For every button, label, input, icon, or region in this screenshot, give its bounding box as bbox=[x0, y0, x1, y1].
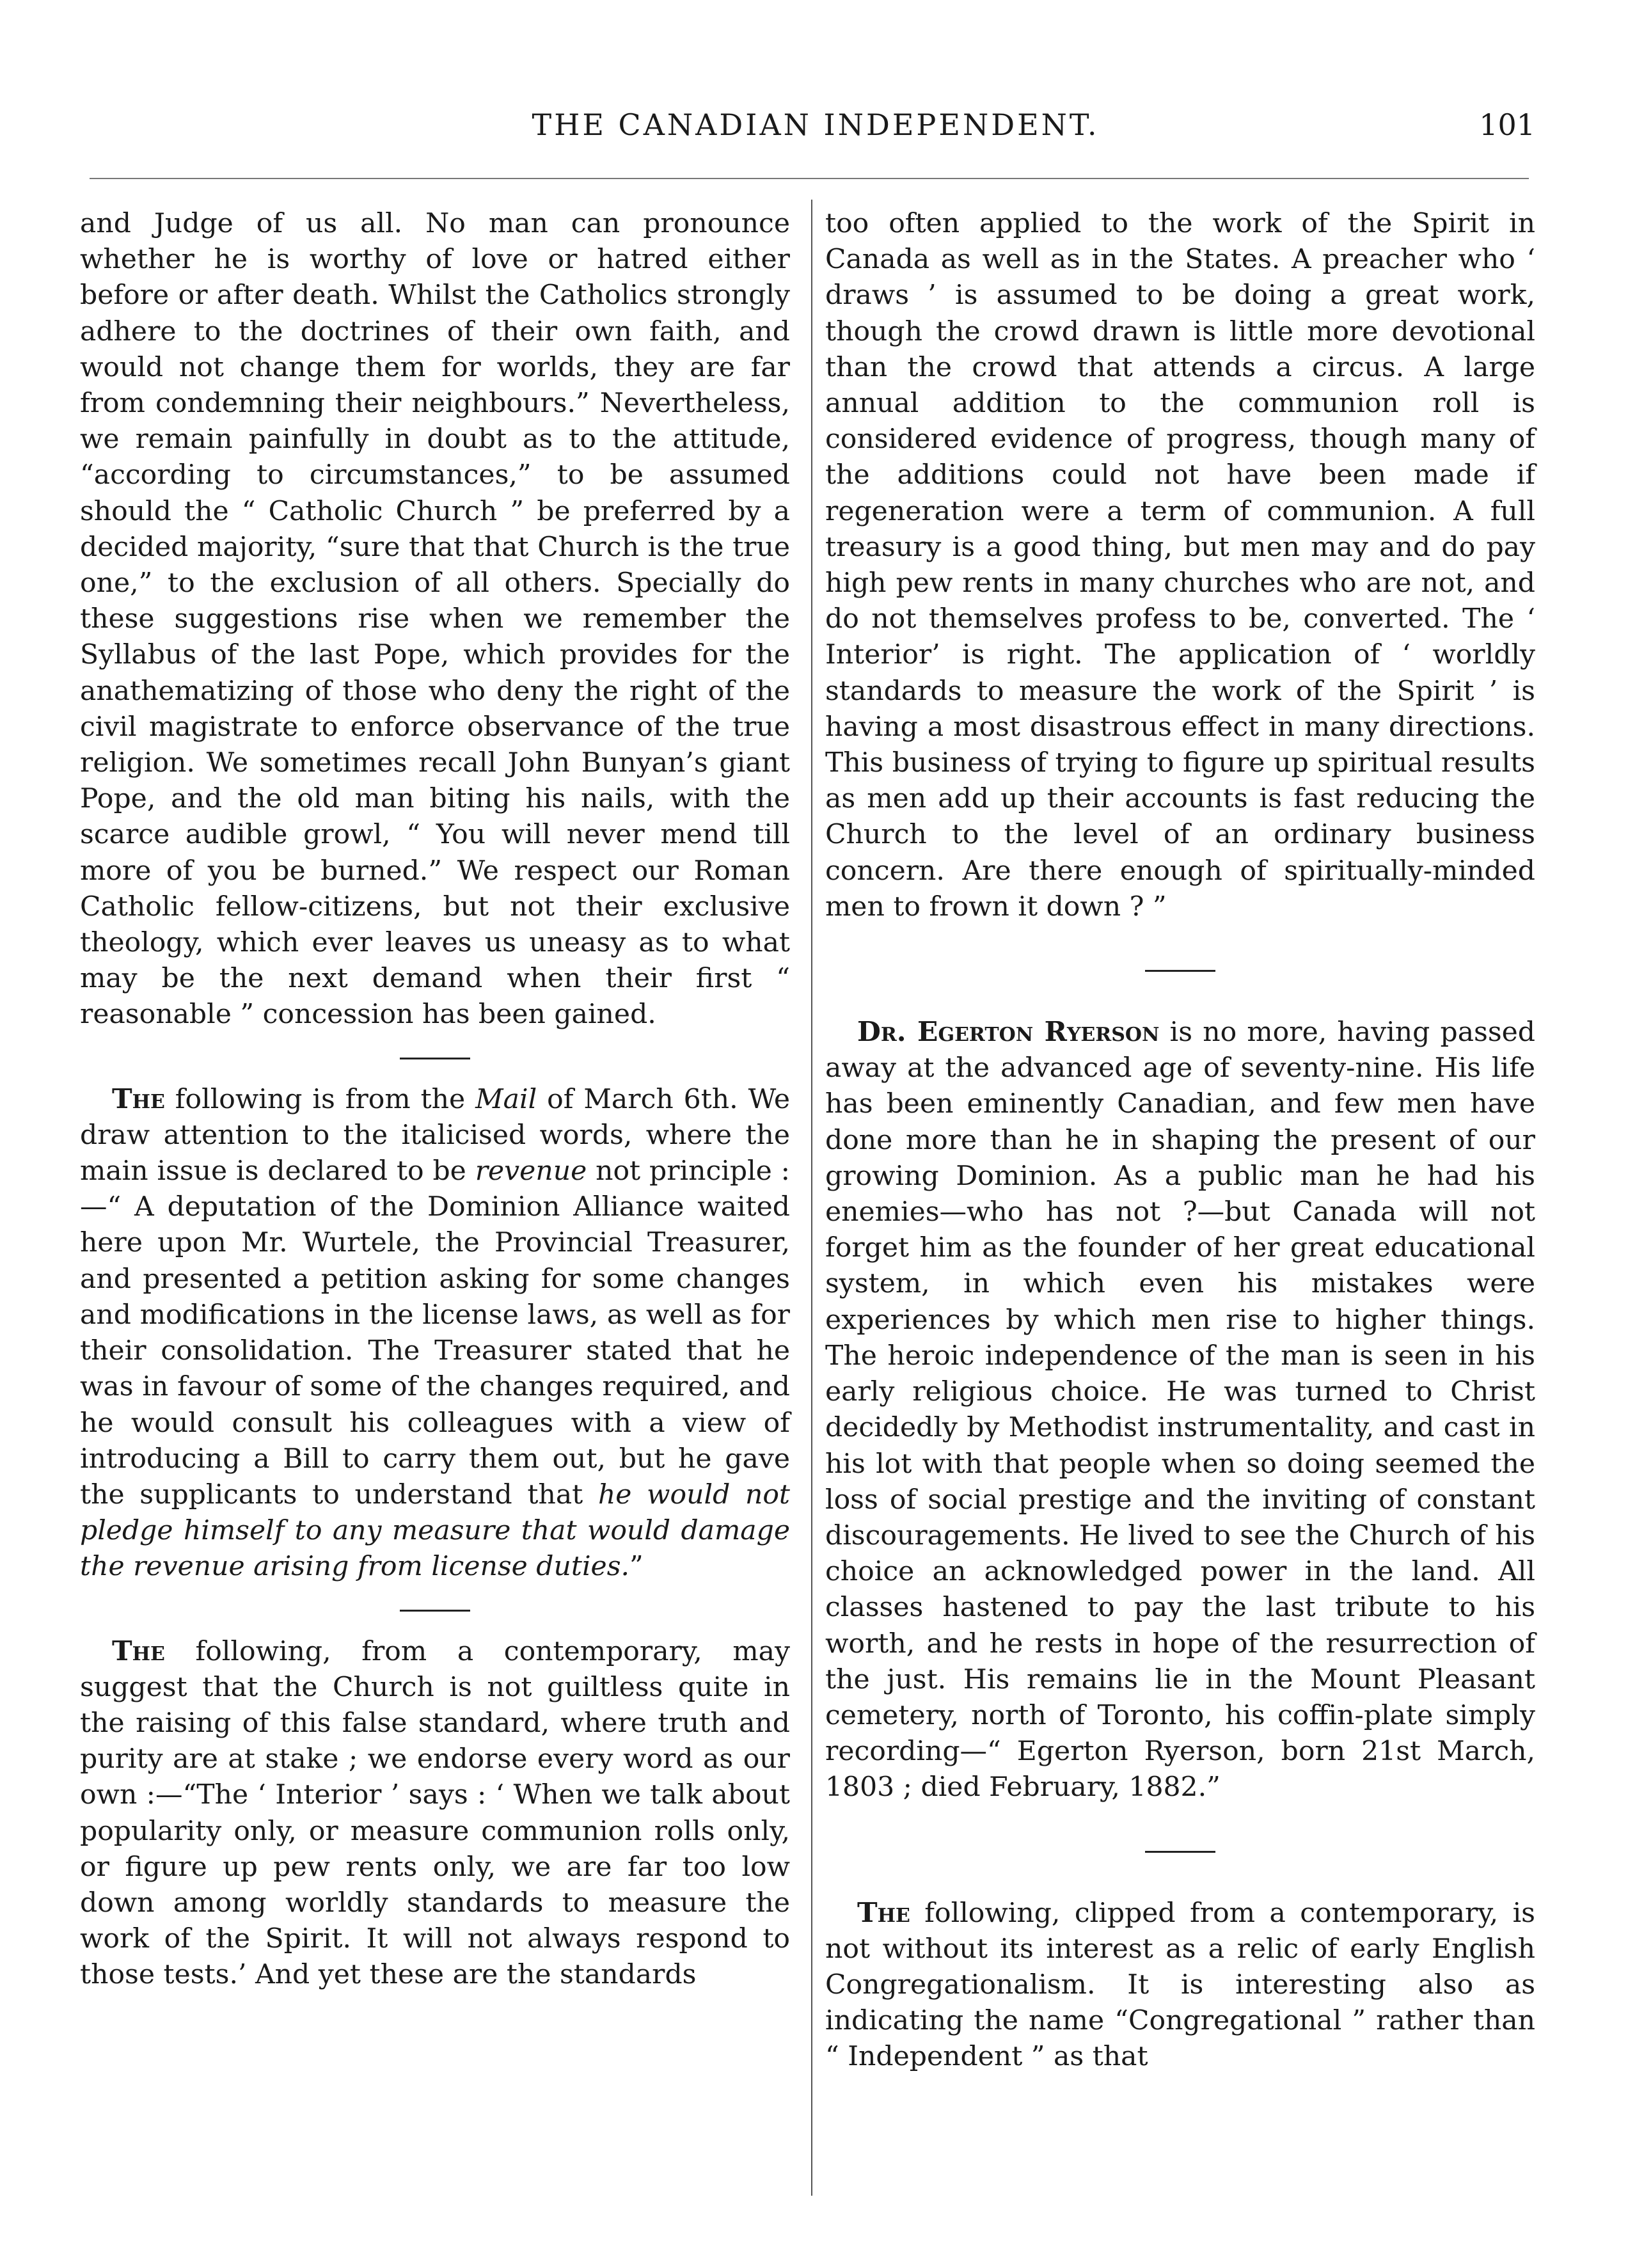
paragraph-ryerson-obituary bbox=[825, 1014, 1535, 1805]
italic-mail: Mail bbox=[475, 1083, 537, 1115]
paragraph-interior-quote bbox=[80, 1633, 790, 1994]
page-number: 101 bbox=[1479, 107, 1535, 142]
text-run: of March 6th. We draw attention to the italicised words, where the main issue is declared to be bbox=[80, 1083, 790, 1187]
section-separator bbox=[1145, 1851, 1215, 1853]
right-column bbox=[825, 206, 1535, 2075]
text-run: not principle :—“ A deputation of the Dominion Alliance waited here upon Mr. Wurtele, the Provincial Treasurer, and presented a petition asking for some changes and modifications in the license laws, as well as for their consolidation. The Treasurer stated that he was in favour of some of the changes required, and he would consult his colleagues with a view of introducing a Bill to carry them out, but he gave the supplicants to understand that bbox=[80, 1155, 791, 1511]
section-separator bbox=[1145, 970, 1215, 972]
text-run: following, from a contemporary, may suggest that the Church is not guiltless quite in the raising of this false standard, where truth and purity are at stake ; we endorse every word as our own :—“The ‘ Interior ’ says : ‘ When we talk about popularity only, or measure communion rolls only, or figure up pew rents only, we are far too low down among worldly standards to measure the work of the Spirit. It will not always respond to those tests.’ And yet these are the standards bbox=[80, 1635, 790, 1991]
italic-revenue: revenue bbox=[475, 1155, 587, 1187]
paragraph-lead: The bbox=[857, 1896, 910, 1929]
text-run: following, clipped from a contemporary, is not without its interest as a relic of early English Congregationalism. It is interesting also as indicating the name “Congregational ” rather than “ Independent ” as that bbox=[825, 1897, 1535, 2073]
italic-quote: he would not pledge himself to any measure that would damage the revenue arising from license duties. bbox=[80, 1479, 790, 1583]
section-separator bbox=[400, 1610, 470, 1612]
paragraph-congregationalism bbox=[825, 1895, 1535, 2075]
section-separator bbox=[400, 1058, 470, 1059]
running-title: THE CANADIAN INDEPENDENT. bbox=[532, 107, 1100, 142]
text-run: ” bbox=[629, 1551, 644, 1583]
text-run: following is from the bbox=[164, 1083, 476, 1115]
paragraph-catholic-continuation: and Judge of us all. No man can pronounce whether he is worthy of love or hatred either before or after death. Whilst the Catholics strongly adhere to the doctrines of their own faith, and would not change them for worlds, they are far from condemning their neighbours.” Nevertheless, we remain painfully in doubt as to the attitude, “according to circumstances,” to be assumed should the “ Catholic Church ” be preferred by a decided majority, “sure that that Church is the true one,” to the exclusion of all others. Specially do these suggestions rise when we remember the Syllabus of the last Pope, which provides for the anathematizing of those who deny the right of the civil magistrate to enforce observance of the true religion. We sometimes recall John Bunyan’s giant Pope, and the old man biting his nails, with the scarce audible growl, “ You will never mend till more of you be burned.” We respect our Roman Catholic fellow-citizens, but not their exclusive theology, which ever leaves us uneasy as to what may be the next demand when their first “ reasonable ” concession has been gained. bbox=[80, 208, 790, 1031]
paragraph-lead: The bbox=[112, 1635, 165, 1667]
header-rule bbox=[90, 178, 1529, 179]
paragraph-interior-continuation: too often applied to the work of the Spirit in Canada as well as in the States. A preacher who ‘ draws ’ is assumed to be doing a great work, though the crowd drawn is little more devotional than the crowd that attends a circus. A large annual addition to the communion roll is considered evidence of progress, though many of the additions could not have been made if regeneration were a term of communion. A full treasury is a good thing, but men may and do pay high pew rents in many churches who are not, and do not themselves profess to be, converted. The ‘ Interior’ is right. The application of ‘ worldly standards to measure the work of the Spirit ’ is having a most disastrous effect in many directions. This business of trying to figure up spiritual results as men add up their accounts is fast reducing the Church to the level of an ordinary business concern. Are there enough of spiritually-minded men to frown it down ? ” bbox=[825, 208, 1535, 923]
paragraph-lead: Dr. Egerton Ryerson bbox=[857, 1016, 1160, 1049]
left-column bbox=[80, 206, 790, 1994]
text-run: is no more, having passed away at the advanced age of seventy-nine. His life has been eminently Canadian, and few men have done more than he in shaping the present of our growing Dominion. As a public man he had his enemies—who has not ?—but Canada will not forget him as the founder of her great educational system, in which even his mistakes were experiences by which men rise to higher things. The heroic independence of the man is seen in his early religious choice. He was turned to Christ decidedly by Methodist instrumentality, and cast in his lot with that people when so doing seemed the loss of social prestige and the inviting of constant discouragements. He lived to see the Church of his choice an acknowledged power in the land. All classes hastened to pay the last tribute to his worth, and he rests in hope of the resurrection of the just. His remains lie in the Mount Pleasant cemetery, north of Toronto, his coffin-plate simply recording—“ Egerton Ryerson, born 21st March, 1803 ; died February, 1882.” bbox=[825, 1017, 1536, 1804]
paragraph-mail-excerpt bbox=[80, 1081, 790, 1585]
column-divider bbox=[811, 200, 812, 2196]
paragraph-lead: The bbox=[112, 1082, 165, 1115]
page-header bbox=[96, 96, 1535, 160]
